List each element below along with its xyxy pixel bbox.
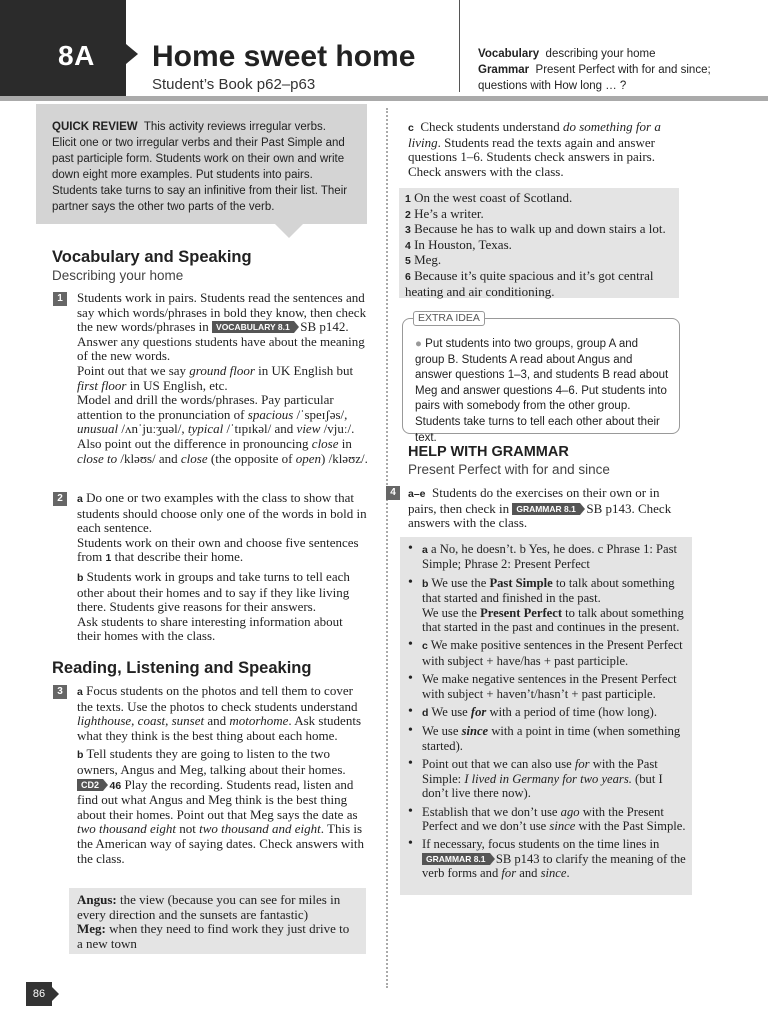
track-number: 46: [109, 779, 122, 792]
grammar-label: Grammar: [478, 64, 530, 76]
extra-idea-box: [402, 312, 680, 444]
grammar-answer-item: • d We use for with a period of time (how long).: [406, 705, 686, 720]
answer-box-3b: Angus: the view (because you can see for miles in every direction and the sunsets are fantastic) Meg: when they need to find work they just drive to a new town: [69, 888, 366, 954]
extra-idea-text: Put students into two groups, group A and group B. Students A read about Angus and answer questions 1–3, and students B read about Meg and answer questions 4–6. Put students into pairs with somebody from the other group. Students take turns to tell each other about their text.: [415, 338, 669, 444]
quick-review-box: [36, 104, 367, 224]
exercise-3-badge: 3: [53, 685, 67, 699]
answer-item: 2 He’s a writer.: [405, 205, 484, 221]
grammar-text: Present Perfect with for and since; questions with How long … ?: [478, 64, 711, 92]
grammar-answer-item: • If necessary, focus students on the time lines in GRAMMAR 8.1 SB p143 to clarify the meaning of the verb forms and for and since.: [406, 837, 686, 880]
answer-item: 5 Meg.: [405, 252, 442, 268]
grammar-answer-item: • Point out that we can also use for with the Past Simple: I lived in Germany for two years. (but I don’t live there now).: [406, 757, 686, 800]
quick-review-label: QUICK REVIEW: [52, 121, 138, 133]
grammar-ref-tag: GRAMMAR 8.1: [422, 853, 490, 865]
grammar-answer-item: • Establish that we don’t use ago with the Present Perfect and we don’t use since with the Past Simple.: [406, 805, 686, 834]
exercise-4-text: a–e Students do the exercises on their own or in pairs, then check in GRAMMAR 8.1 SB p143. Check answers with the class.: [408, 485, 672, 531]
grammar-section-subheading: Present Perfect with for and since: [408, 462, 610, 477]
bullet-icon: ●: [415, 338, 422, 350]
quick-review-notch: [275, 224, 303, 238]
exercise-1-text: Students work in pairs. Students read the sentences and say which words/phrases in bold they know, then check the new words/phrases in VOCABULARY 8.1 SB p142. Answer any questions students have about the meaning of the new words. Point out that we say ground floor in UK English but first floor in US English, etc. Model and drill the words/phrases. Pay particular attention to the pronunciation of spacious /ˈspeɪʃəs/, unusual /ʌnˈjuːʒuəl/, typical /ˈtɪpɪkəl/ and view /vjuː/. Also point out the difference in pronouncing close in close to /kləʊs/ and close (the opposite of open) /kləʊz/.: [77, 290, 368, 466]
vocab-text: describing your home: [545, 48, 656, 60]
answer-box-3c: [399, 188, 679, 298]
grammar-answer-item: • We make negative sentences in the Present Perfect with subject + haven’t/hasn’t + past participle.: [406, 672, 686, 701]
header-rule: [0, 96, 768, 101]
vocab-label: Vocabulary: [478, 48, 540, 60]
grammar-answers-box: [400, 537, 692, 895]
page-number: 86: [26, 982, 52, 1006]
exercise-4-badge: 4: [386, 486, 400, 500]
vocabulary-ref-tag: VOCABULARY 8.1: [212, 321, 294, 333]
exercise-2-text: a Do one or two examples with the class to show that students should choose only one of the words in bold in each sentence. Students work on their own and choose five sentences from 1 that describe their home. b Students work in groups and take turns to tell each other about their homes and to say if they like living there. Students give reasons for their answers. Ask students to share interesting information about their homes with the class.: [77, 490, 367, 644]
exercise-3-text: a Focus students on the photos and tell them to cover the texts. Use the photos to check students understand lighthouse, coast, sunset and motorhome. Ask students what they think is the best thing about each home. b Tell students they are going to listen to the two owners, Angus and Meg, talking about their homes. CD2 46 Play the recording. Students read, listen and find out what Angus and Meg think is the best thing about their homes. Point out that Meg says the date as two thousand eight not two thousand and eight. This is the American way of saying dates. Check answers with the class.: [77, 683, 365, 866]
column-divider: [386, 108, 388, 988]
cd-tag: CD2: [77, 779, 103, 791]
header-info: [478, 46, 718, 94]
exercise-2-badge: 2: [53, 492, 67, 506]
unit-tab-arrow: [126, 44, 138, 64]
reading-section-heading: Reading, Listening and Speaking: [52, 659, 312, 677]
unit-number: 8A: [58, 40, 95, 71]
page-subtitle: Student’s Book p62–p63: [152, 76, 316, 93]
exercise-1-badge: 1: [53, 292, 67, 306]
grammar-ref-tag: GRAMMAR 8.1: [512, 503, 580, 515]
answer-item: 3 Because he has to walk up and down stairs a lot.: [405, 221, 666, 237]
grammar-section-heading: HELP WITH GRAMMAR: [408, 444, 569, 460]
grammar-answer-item: • c We make positive sentences in the Present Perfect with subject + have/has + past participle.: [406, 638, 686, 668]
extra-idea-label: EXTRA IDEA: [413, 311, 485, 326]
exercise-3c-text: c Check students understand do something for a living. Students read the texts again and answer questions 1–6. Students check answers in pairs. Check answers with the class.: [408, 119, 661, 179]
answer-item: 4 In Houston, Texas.: [405, 236, 512, 252]
grammar-answer-item: • a a No, he doesn’t. b Yes, he does. c Phrase 1: Past Simple; Phrase 2: Present Perfect: [406, 542, 686, 572]
answer-item: 6 Because it’s quite spacious and it’s got central heating and air conditioning.: [405, 267, 654, 299]
grammar-answer-item: • We use since with a point in time (when something started).: [406, 724, 686, 753]
grammar-answer-item: • b We use the Past Simple to talk about something that started and finished in the past. We use the Present Perfect to talk about something that started in the past and continues in the present.: [406, 576, 686, 635]
quick-review-text: This activity reviews irregular verbs. Elicit one or two irregular verbs and their Past Simple and past participle form. Students work on their own and write down eight more examples. Put students into pairs. Students take turns to say an infinitive from their list. Their partner says the other two parts of the verb.: [52, 121, 348, 213]
page-title: Home sweet home: [152, 40, 416, 73]
header-divider: [459, 0, 460, 92]
vocab-section-heading: Vocabulary and Speaking: [52, 248, 252, 266]
vocab-section-subheading: Describing your home: [52, 268, 184, 283]
answer-item: 1 On the west coast of Scotland.: [405, 190, 573, 205]
